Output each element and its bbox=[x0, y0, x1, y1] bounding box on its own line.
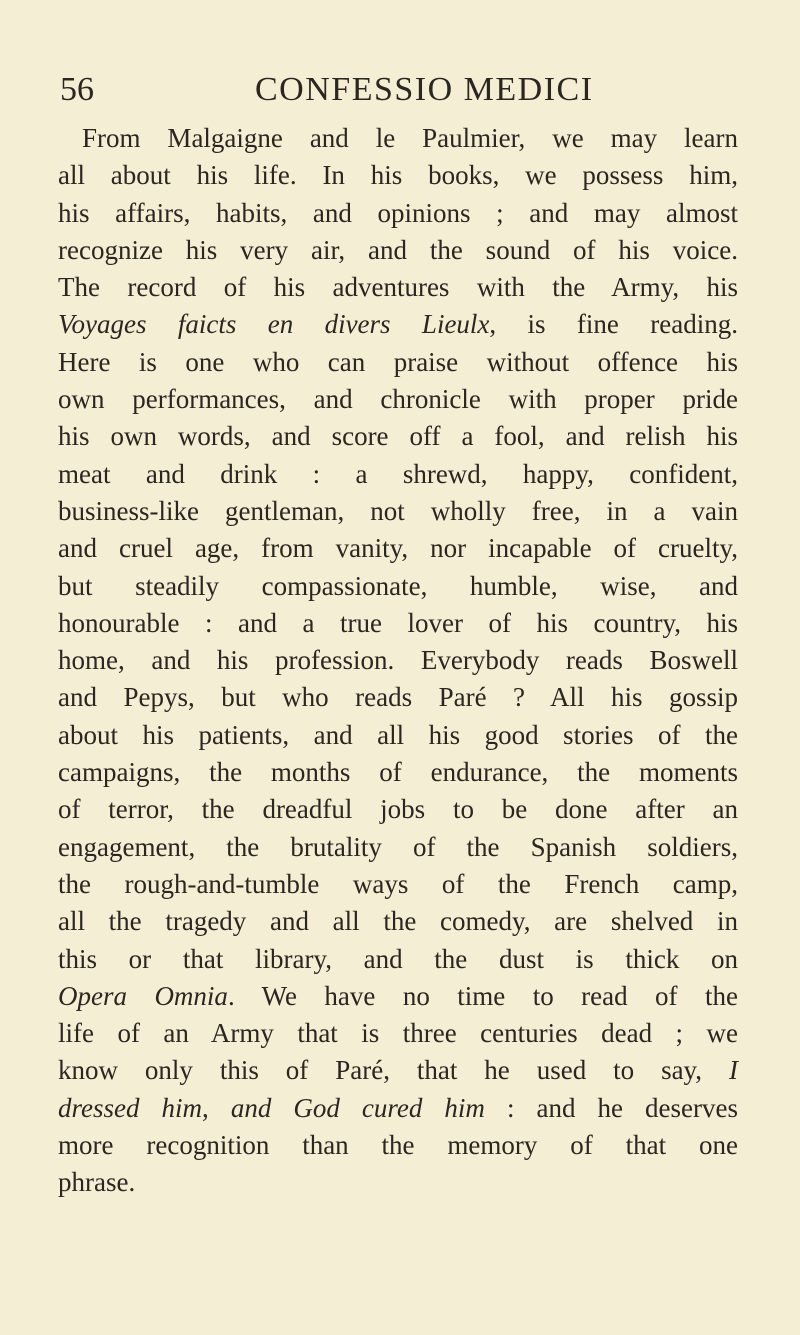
text-line: own performances, and chronicle with proper pride bbox=[58, 384, 738, 415]
body-paragraph bbox=[58, 120, 738, 1202]
text-line: meat and drink : a shrewd, happy, confident, bbox=[58, 458, 738, 489]
text-line: all about his life. In his books, we possess him, bbox=[58, 160, 738, 191]
text-line: his affairs, habits, and opinions ; and may almost bbox=[58, 197, 738, 228]
text-line: The record of his adventures with the Army, his bbox=[58, 272, 738, 303]
text-line: Voyages faicts en divers Lieulx, is fine reading. bbox=[58, 309, 738, 340]
text-line: engagement, the brutality of the Spanish soldiers, bbox=[58, 831, 738, 862]
text-line: more recognition than the memory of that one bbox=[58, 1130, 738, 1161]
text-line: From Malgaigne and le Paulmier, we may learn bbox=[82, 123, 738, 153]
text-line: Here is one who can praise without offence his bbox=[58, 346, 738, 377]
text-line: all the tragedy and all the comedy, are shelved in bbox=[58, 906, 738, 937]
text-line: the rough-and-tumble ways of the French camp, bbox=[58, 868, 738, 899]
text-line: about his patients, and all his good stories of the bbox=[58, 719, 738, 750]
text-line: and Pepys, but who reads Paré ? All his gossip bbox=[58, 682, 738, 713]
text-line: know only this of Paré, that he used to say, I bbox=[58, 1055, 738, 1086]
text-line: business-like gentleman, not wholly free, in a vain bbox=[58, 495, 738, 526]
text-line: but steadily compassionate, humble, wise, and bbox=[58, 570, 738, 601]
text-line: of terror, the dreadful jobs to be done after an bbox=[58, 794, 738, 825]
italic-title: Voyages faicts en divers Lieulx bbox=[58, 309, 490, 340]
text-line: this or that library, and the dust is thick on bbox=[58, 943, 738, 974]
italic-quote: dressed him bbox=[58, 1092, 203, 1123]
text-line: and cruel age, from vanity, nor incapable of cruelty, bbox=[58, 533, 738, 564]
text-line: honourable : and a true lover of his country, his bbox=[58, 607, 738, 638]
running-title: CONFESSIO MEDICI bbox=[255, 71, 594, 108]
page-header bbox=[60, 70, 740, 120]
italic-title: Opera Omnia bbox=[58, 980, 228, 1011]
text-line: campaigns, the months of endurance, the moments bbox=[58, 757, 738, 788]
text-line: life of an Army that is three centuries dead ; we bbox=[58, 1018, 738, 1049]
text-line: phrase. bbox=[58, 1167, 136, 1198]
text-line: dressed him, and God cured him : and he deserves bbox=[58, 1092, 738, 1123]
page-number: 56 bbox=[60, 71, 94, 108]
text-line: Opera Omnia. We have no time to read of the bbox=[58, 980, 738, 1011]
italic-quote: and God cured him bbox=[230, 1092, 485, 1123]
text-line: recognize his very air, and the sound of his voice. bbox=[58, 234, 738, 265]
italic-quote: I bbox=[729, 1055, 738, 1086]
text-line: home, and his profession. Everybody reads Boswell bbox=[58, 645, 738, 676]
text-line: his own words, and score off a fool, and relish his bbox=[58, 421, 738, 452]
